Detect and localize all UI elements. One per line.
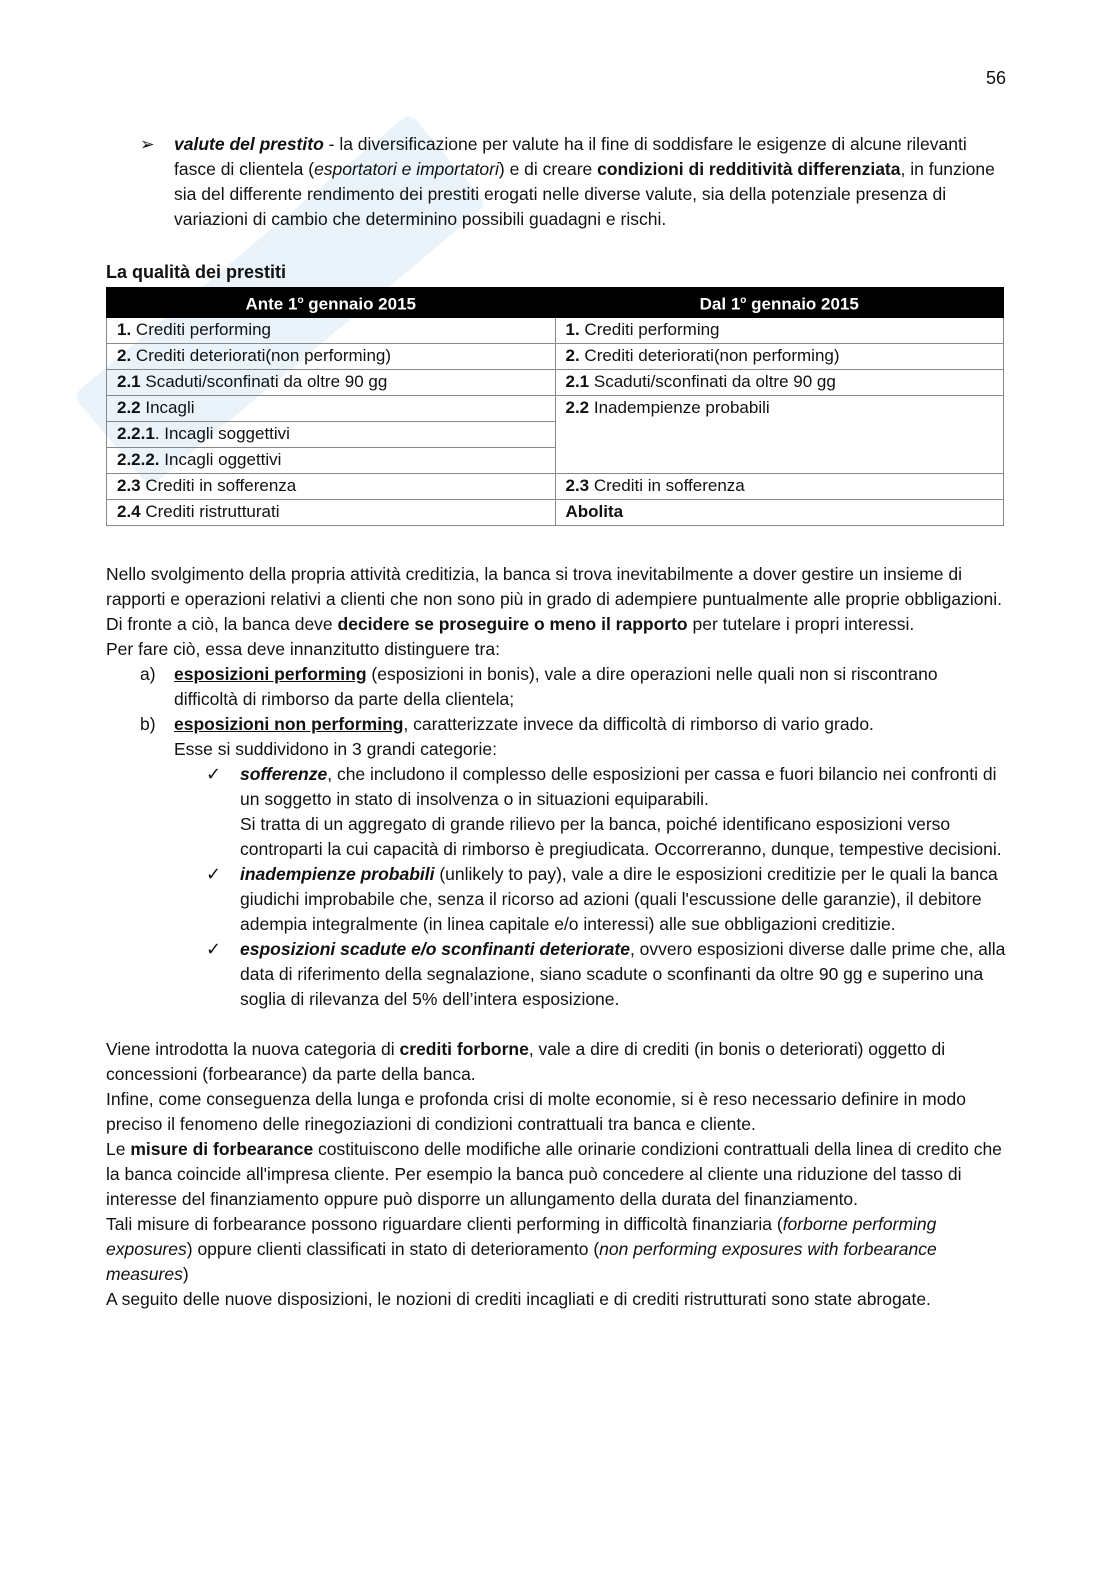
table-cell: 2.2.1. Incagli soggettivi bbox=[107, 421, 556, 447]
table-row bbox=[107, 473, 1004, 499]
arrow-bullet-icon: ➢ bbox=[140, 134, 155, 154]
paragraph-5: Le misure di forbearance costituiscono delle modifiche alle orinarie condizioni contrattuali della linea di credito che la banca coincide all'impresa cliente. Per esempio la banca può concedere al cliente una riduzione del tasso di interesse del finanziamento oppure può disporre un allungamento della durata del finanziamento. bbox=[106, 1138, 1002, 1209]
check-item: ✓ sofferenze, che includono il complesso delle esposizioni per cassa e fuori bilancio nei confronti di un soggetto in stato di insolvenza o in situazioni equiparabili. Si tratta di un aggregato di grande rilievo per la banca, poiché identificano esposizioni verso controparti la cui capacità di rimborso è pregiudicata. Occorreranno, dunque, tempestive decisioni. bbox=[206, 763, 1002, 859]
intro-text-3: , in funzione sia del differente rendimento dei prestiti erogati nelle diverse valute, sia della potenziale presenza di variazioni di cambio che determinino possibili guadagni e rischi. bbox=[174, 159, 995, 229]
intro-bold: condizioni di redditività differenziata bbox=[597, 159, 901, 179]
paragraph-3: Viene introdotta la nuova categoria di crediti forborne, vale a dire di crediti (in bonis o deteriorati) oggetto di concessioni (forbearance) da parte della banca. bbox=[106, 1038, 946, 1084]
intro-term: valute del prestito bbox=[174, 134, 324, 154]
table-header-row bbox=[107, 288, 1004, 318]
table-cell: 2.3 Crediti in sofferenza bbox=[107, 473, 556, 499]
table-row bbox=[107, 317, 1004, 343]
table-row bbox=[107, 499, 1004, 525]
table-cell: 2. Crediti deteriorati(non performing) bbox=[107, 343, 556, 369]
table-row bbox=[107, 395, 1004, 421]
table-cell: Abolita bbox=[555, 499, 1004, 525]
list-item: b) esposizioni non performing, caratterizzate invece da difficoltà di rimborso di vario grado. bbox=[140, 712, 1006, 737]
table-cell: 1. Crediti performing bbox=[107, 317, 556, 343]
intro-bullet bbox=[106, 132, 1006, 232]
table-row bbox=[107, 343, 1004, 369]
paragraph-7: A seguito delle nuove disposizioni, le nozioni di crediti incagliati e di crediti ristrutturati sono state abrogate. bbox=[106, 1288, 931, 1309]
table-cell: 2.1 Scaduti/sconfinati da oltre 90 gg bbox=[555, 369, 1004, 395]
page-number: 56 bbox=[985, 68, 1006, 88]
table-cell: 2.3 Crediti in sofferenza bbox=[555, 473, 1004, 499]
checkmark-icon: ✓ bbox=[206, 763, 222, 784]
sub-intro: Esse si suddividono in 3 grandi categorie: bbox=[174, 738, 497, 759]
list-item: a) esposizioni performing (esposizioni in bonis), vale a dire operazioni nelle quali non si riscontrano difficoltà di rimborso da parte della clientela; bbox=[140, 663, 938, 709]
table-cell: 2.2 Incagli bbox=[107, 395, 556, 421]
col-dal-header: Dal 1$^o$ gennaio 2015 bbox=[555, 288, 1004, 318]
intro-text-2: ) e di creare bbox=[498, 159, 598, 179]
col-ante-header: Ante 1$^o$ gennaio 2015 bbox=[107, 288, 556, 318]
intro-italic: esportatori e importatori bbox=[314, 159, 499, 179]
table-cell: 2.1 Scaduti/sconfinati da oltre 90 gg bbox=[107, 369, 556, 395]
table-cell: 2. Crediti deteriorati(non performing) bbox=[555, 343, 1004, 369]
checkmark-icon: ✓ bbox=[206, 938, 222, 959]
performing-list bbox=[140, 662, 1006, 737]
intro-text-1: - la diversificazione per valute ha il fine di soddisfare le esigenze di alcune rilevanti fasce di clientela ( bbox=[174, 134, 967, 179]
check-item: ✓ inadempienze probabili (unlikely to pay), vale a dire le esposizioni creditizie per le quali la banca giudichi improbabile che, senza il ricorso ad azioni (quali l'escussione delle garanzie), il debitore adempia integralmente (in linea capitale e/o interessi) alle sue obbligazioni creditizie. bbox=[206, 863, 998, 934]
paragraph-6: Tali misure di forbearance possono riguardare clienti performing in difficoltà finanziaria (forborne performing exposures) oppure clienti classificati in stato di deterioramento (non performing exposures with forbearance measures) bbox=[106, 1213, 937, 1284]
checkmark-icon: ✓ bbox=[206, 863, 222, 884]
page-content bbox=[106, 132, 1006, 1312]
paragraph-2: Per fare ciò, essa deve innanzitutto distinguere tra: bbox=[106, 638, 500, 659]
table-cell: 2.2.2. Incagli oggettivi bbox=[107, 447, 556, 473]
table-cell: 1. Crediti performing bbox=[555, 317, 1004, 343]
list-term: esposizioni non performing bbox=[174, 713, 404, 734]
table-cell: 2.4 Crediti ristrutturati bbox=[107, 499, 556, 525]
paragraph-4: Infine, come conseguenza della lunga e profonda crisi di molte economie, si è reso necessario definire in modo preciso il fenomeno delle rinegoziazioni di condizioni contrattuali tra banca e cliente. bbox=[106, 1088, 966, 1134]
table-cell: 2.2 Inadempienze probabili bbox=[555, 395, 1004, 473]
check-item: ✓ esposizioni scadute e/o sconfinanti deteriorate, ovvero esposizioni diverse dalle prime che, alla data di riferimento della segnalazione, siano scadute o sconfinanti da oltre 90 gg e superino una soglia di rilevanza del 5% dell’intera esposizione. bbox=[206, 938, 1006, 1009]
table-row bbox=[107, 369, 1004, 395]
list-marker: a) bbox=[140, 663, 156, 684]
quality-table bbox=[106, 287, 1004, 526]
list-marker: b) bbox=[140, 713, 156, 734]
list-term: esposizioni performing bbox=[174, 663, 367, 684]
section-title: La qualità dei prestiti bbox=[106, 262, 287, 282]
paragraph-1: Nello svolgimento della propria attività creditizia, la banca si trova inevitabilmente a dover gestire un insieme di rapporti e operazioni relativi a clienti che non sono più in grado di adempiere puntualmente alle proprie obbligazioni. Di fronte a ciò, la banca deve decidere se proseguire o meno il rapporto per tutelare i propri interessi. bbox=[106, 563, 1002, 634]
